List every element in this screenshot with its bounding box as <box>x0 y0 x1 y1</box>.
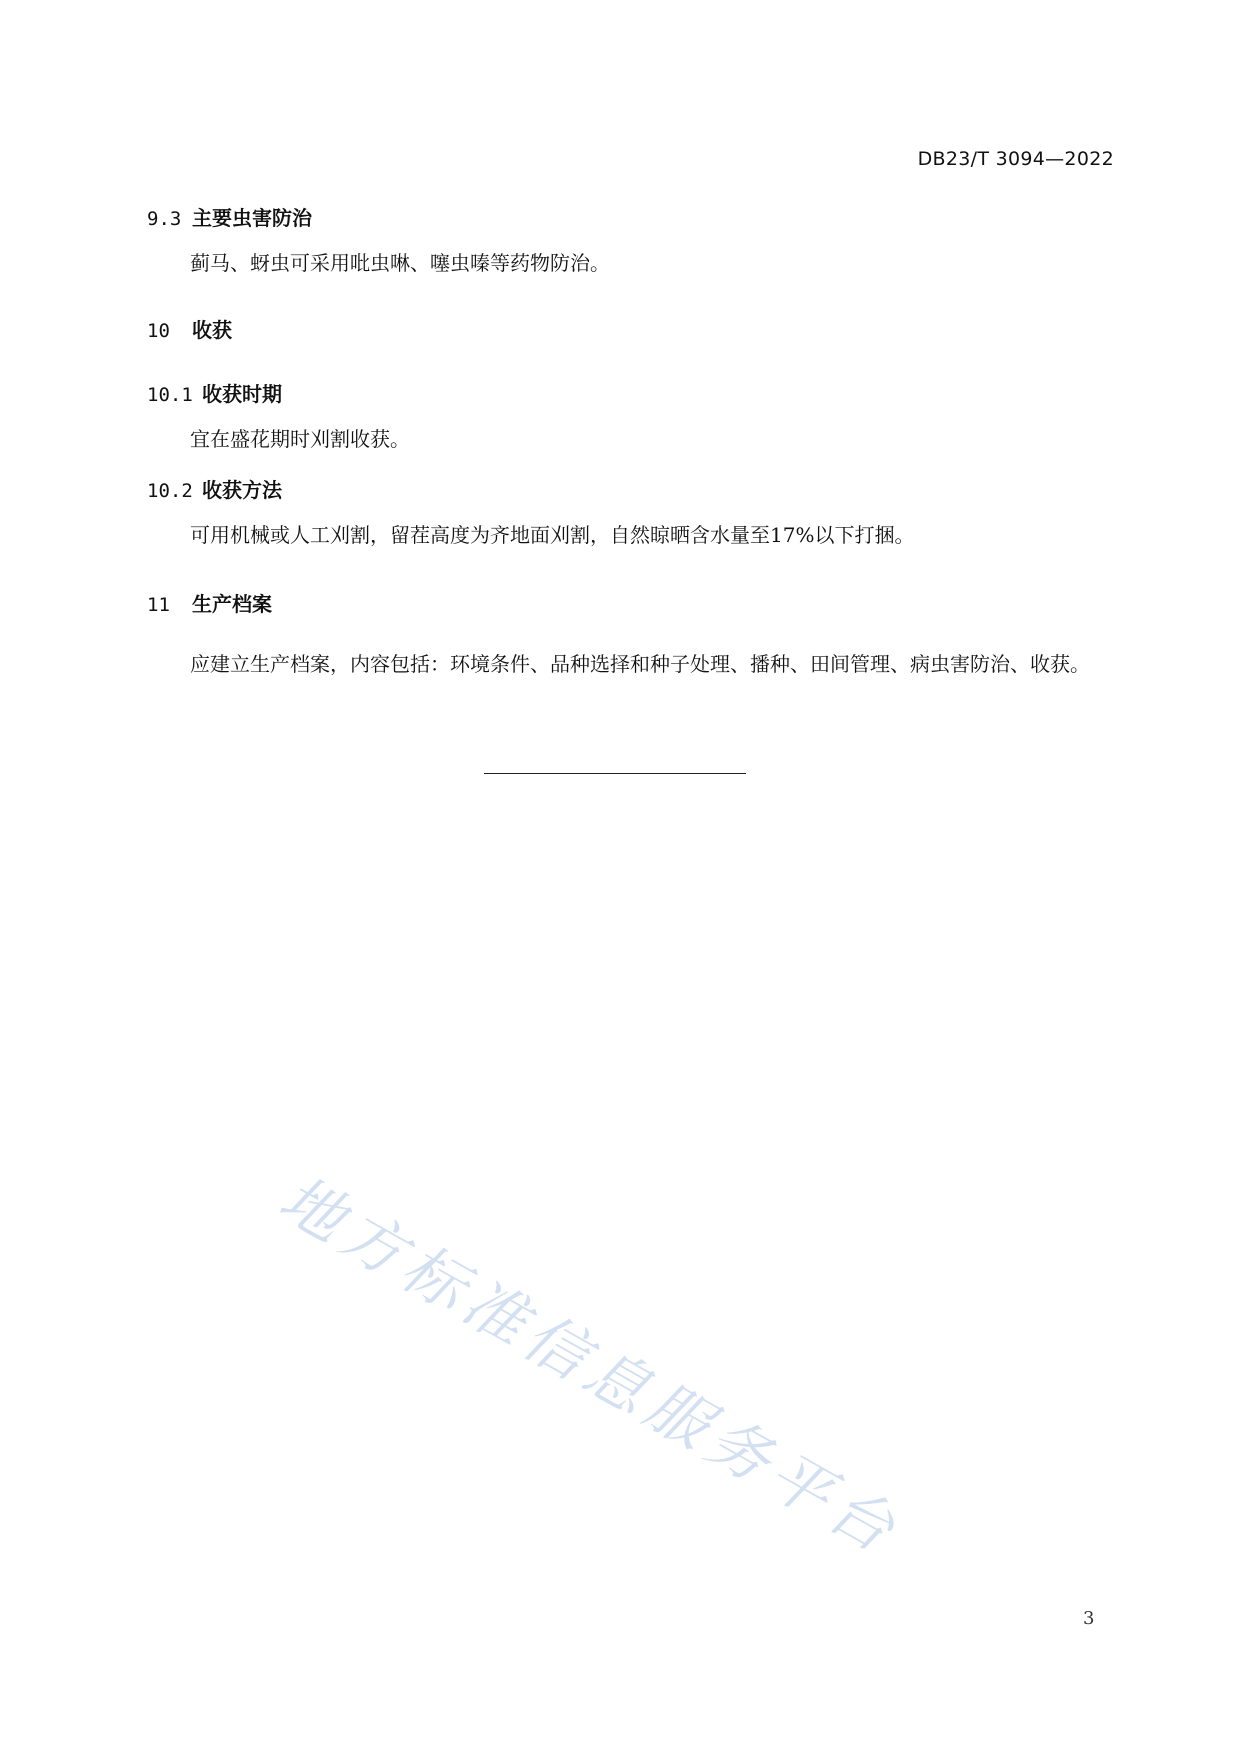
section-paragraph-11: 应建立生产档案，内容包括：环境条件、品种选择和种子处理、播种、田间管理、病虫害防治、收获。 <box>190 652 1090 676</box>
section-heading-10-1 <box>147 378 282 407</box>
section-number: 10.2 <box>147 480 193 502</box>
section-title: 生产档案 <box>192 592 272 616</box>
watermark-text: 地方标准信息服务平台 <box>267 1161 913 1570</box>
section-title: 收获 <box>192 318 232 342</box>
section-title: 收获时期 <box>202 382 282 406</box>
section-heading-11 <box>147 588 272 617</box>
section-heading-10-2 <box>147 474 282 503</box>
section-number: 11 <box>147 594 170 616</box>
section-heading-9-3 <box>147 202 312 231</box>
section-number: 10 <box>147 320 170 342</box>
page-number: 3 <box>1083 1608 1095 1629</box>
section-heading-10 <box>147 314 232 343</box>
section-number: 9.3 <box>147 208 182 230</box>
section-paragraph-10-2: 可用机械或人工刈割，留茬高度为齐地面刈割，自然晾晒含水量至17%以下打捆。 <box>190 523 915 547</box>
section-title: 主要虫害防治 <box>192 206 312 230</box>
section-title: 收获方法 <box>202 478 282 502</box>
section-paragraph-9-3: 蓟马、蚜虫可采用吡虫啉、噻虫嗪等药物防治。 <box>190 251 610 275</box>
section-number: 10.1 <box>147 384 193 406</box>
end-of-document-rule <box>484 773 746 774</box>
document-code: DB23/T 3094—2022 <box>917 148 1114 170</box>
section-paragraph-10-1: 宜在盛花期时刈割收获。 <box>190 427 410 451</box>
